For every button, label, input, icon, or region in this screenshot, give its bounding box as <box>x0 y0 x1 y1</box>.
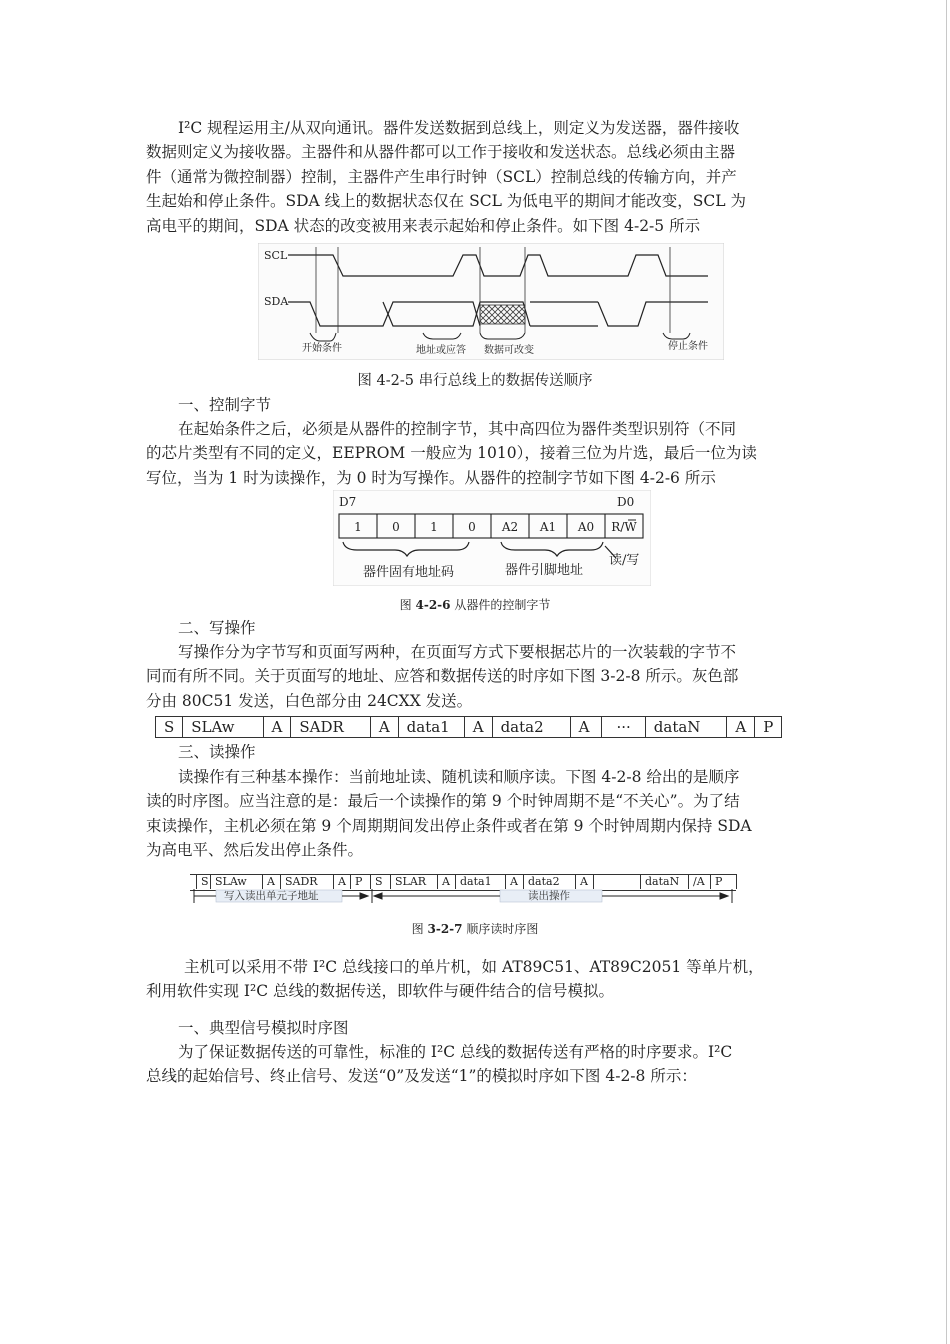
seq-cell: S <box>156 717 183 738</box>
write-sequence-table <box>155 716 782 738</box>
text-line: 为高电平、然后发出停止条件。 <box>146 841 364 860</box>
section-heading: 三、读操作 <box>178 743 256 761</box>
seq-cell: dataN <box>640 874 679 889</box>
text-line: 总线的起始信号、终止信号、发送“0”及发送“1”的模拟时序如下图 4-2-8 所示： <box>146 1067 697 1086</box>
seq-cell: S <box>370 874 383 889</box>
page-edge-line <box>946 0 947 1344</box>
caption-number: 4-2-6 <box>415 598 451 612</box>
caption-prefix: 图 <box>411 922 428 936</box>
text-line: 生起始和停止条件。SDA 线上的数据状态仅在 SCL 为低电平的期间才能改变，SCL 为 <box>146 192 746 211</box>
text-line: 件（通常为微控制器）控制，主器件产生串行时钟（SCL）控制总线的传输方向，并产 <box>146 167 737 186</box>
seq-cell: SADR <box>291 717 370 738</box>
bit-0: R/W <box>611 520 637 534</box>
pin-address-label: 器件引脚地址 <box>505 563 584 578</box>
seq-cell: A <box>464 717 492 738</box>
read-sequence-diagram <box>190 870 736 906</box>
seq-cell: data2 <box>523 874 560 889</box>
label-start-condition: 开始条件 <box>302 343 342 354</box>
seq-cell: P <box>710 874 722 889</box>
control-byte-paragraph <box>146 417 806 490</box>
read-paragraph <box>146 765 806 863</box>
bit-2: A1 <box>539 520 557 534</box>
read-operation-label: 读出操作 <box>528 890 570 902</box>
bit-5: 1 <box>430 520 438 534</box>
text-line: 高电平的期间，SDA 状态的改变被用来表示起始和停止条件。如下图 4-2-5 所示 <box>146 216 701 235</box>
text-line: 写操作分为字节写和页面写两种，在页面写方式下要根据芯片的一次装载的字节不 <box>178 643 737 661</box>
bit-3: A2 <box>501 520 519 534</box>
intro-paragraph <box>146 116 806 238</box>
bit-6: 0 <box>392 520 400 534</box>
seq-cell: SLAw <box>183 717 263 738</box>
seq-cell: A <box>575 874 588 889</box>
seq-cell: /A <box>688 874 705 889</box>
sequence-end-line <box>736 874 737 889</box>
seq-cell: A <box>437 874 450 889</box>
figure-caption <box>0 596 950 613</box>
section-heading: 二、写操作 <box>178 619 256 637</box>
text-line: 同而有所不同。关于页面写的地址、应答和数据传送的时序如下图 3-2-8 所示。灰色部 <box>146 667 739 686</box>
scl-label: SCL <box>264 249 288 262</box>
caption-prefix: 图 <box>399 598 416 612</box>
sda-label: SDA <box>264 295 289 308</box>
seq-cell: A <box>570 717 602 738</box>
section-heading: 一、控制字节 <box>178 396 272 414</box>
label-data-change: 数据可改变 <box>484 345 534 356</box>
seq-cell: P <box>350 874 362 889</box>
section-heading: 一、典型信号模拟时序图 <box>178 1019 349 1037</box>
label-stop-condition: 停止条件 <box>668 341 708 352</box>
control-byte-figure <box>333 490 651 586</box>
seq-cell: SLAR <box>390 874 426 889</box>
d7-label: D7 <box>339 495 357 509</box>
seq-cell: data2 <box>492 717 570 738</box>
caption-text: 从器件的控制字节 <box>450 598 551 612</box>
text-line: I²C 规程运用主/从双向通讯。器件发送数据到总线上，则定义为发送器，器件接收 <box>178 119 740 137</box>
text-line: 读的时序图。应当注意的是：最后一个读操作的第 9 个时钟周期不是“不关心”。为了结 <box>146 792 740 811</box>
seq-cell: A <box>263 717 291 738</box>
timing-diagram-figure <box>258 243 724 360</box>
label-address-ack: 地址或应答 <box>416 345 466 356</box>
seq-cell: dataN <box>645 717 727 738</box>
seq-cell: A <box>333 874 346 889</box>
caption-number: 3-2-7 <box>427 922 463 936</box>
figure-caption: 图 4-2-5 串行总线上的数据传送顺序 <box>357 373 593 389</box>
text-line: 主机可以采用不带 I²C 总线接口的单片机，如 AT89C51、AT89C2051 等单片机， <box>184 958 764 976</box>
fixed-address-label: 器件固有地址码 <box>363 565 455 580</box>
read-write-label: 读/写 <box>609 553 640 568</box>
text-line: 为了保证数据传送的可靠性，标准的 I²C 总线的数据传送有严格的时序要求。I²C <box>178 1043 733 1061</box>
bit-4: 0 <box>468 520 476 534</box>
text-line: 写位，当为 1 时为读操作，为 0 时为写操作。从器件的控制字节如下图 4-2-6 所示 <box>146 468 716 487</box>
seq-cell: SADR <box>280 874 318 889</box>
text-line: 读操作有三种基本操作：当前地址读、随机读和顺序读。下图 4-2-8 给出的是顺序 <box>178 768 740 786</box>
table-row <box>156 717 782 738</box>
seq-cell: S <box>196 874 209 889</box>
simulation-paragraph <box>146 955 806 1004</box>
text-line: 数据则定义为接收器。主器件和从器件都可以工作于接收和发送状态。总线必须由主器 <box>146 143 736 162</box>
text-line: 的芯片类型有不同的定义，EEPROM 一般应为 1010），接着三位为片选，最后一位为读 <box>146 444 757 463</box>
seq-cell: A <box>505 874 518 889</box>
text-line: 在起始条件之后，必须是从器件的控制字节，其中高四位为器件类型识别符（不同 <box>178 420 737 438</box>
write-paragraph <box>146 640 806 713</box>
text-line: 束读操作，主机必须在第 9 个周期期间发出停止条件或者在第 9 个时钟周期内保持 SDA <box>146 816 752 835</box>
text-line: 利用软件实现 I²C 总线的数据传送，即软件与硬件结合的信号模拟。 <box>146 982 615 1001</box>
write-address-label: 写入读出单元子地址 <box>224 890 319 902</box>
seq-cell <box>593 874 598 889</box>
seq-cell: data1 <box>398 717 464 738</box>
timing-paragraph <box>146 1040 806 1089</box>
text-line: 分由 80C51 发送，白色部分由 24CXX 发送。 <box>146 691 473 710</box>
seq-cell: A <box>262 874 275 889</box>
caption-text: 顺序读时序图 <box>462 922 539 936</box>
seq-cell: A <box>370 717 398 738</box>
seq-cell: P <box>755 717 782 738</box>
figure-caption <box>0 920 950 937</box>
data-change-zone <box>480 305 525 324</box>
bit-1: A0 <box>577 520 595 534</box>
seq-cell: SLAw <box>210 874 247 889</box>
seq-cell: data1 <box>455 874 492 889</box>
seq-cell: A <box>727 717 755 738</box>
d0-label: D0 <box>617 495 635 509</box>
bit-7: 1 <box>354 520 362 534</box>
seq-cell: ··· <box>602 717 645 738</box>
